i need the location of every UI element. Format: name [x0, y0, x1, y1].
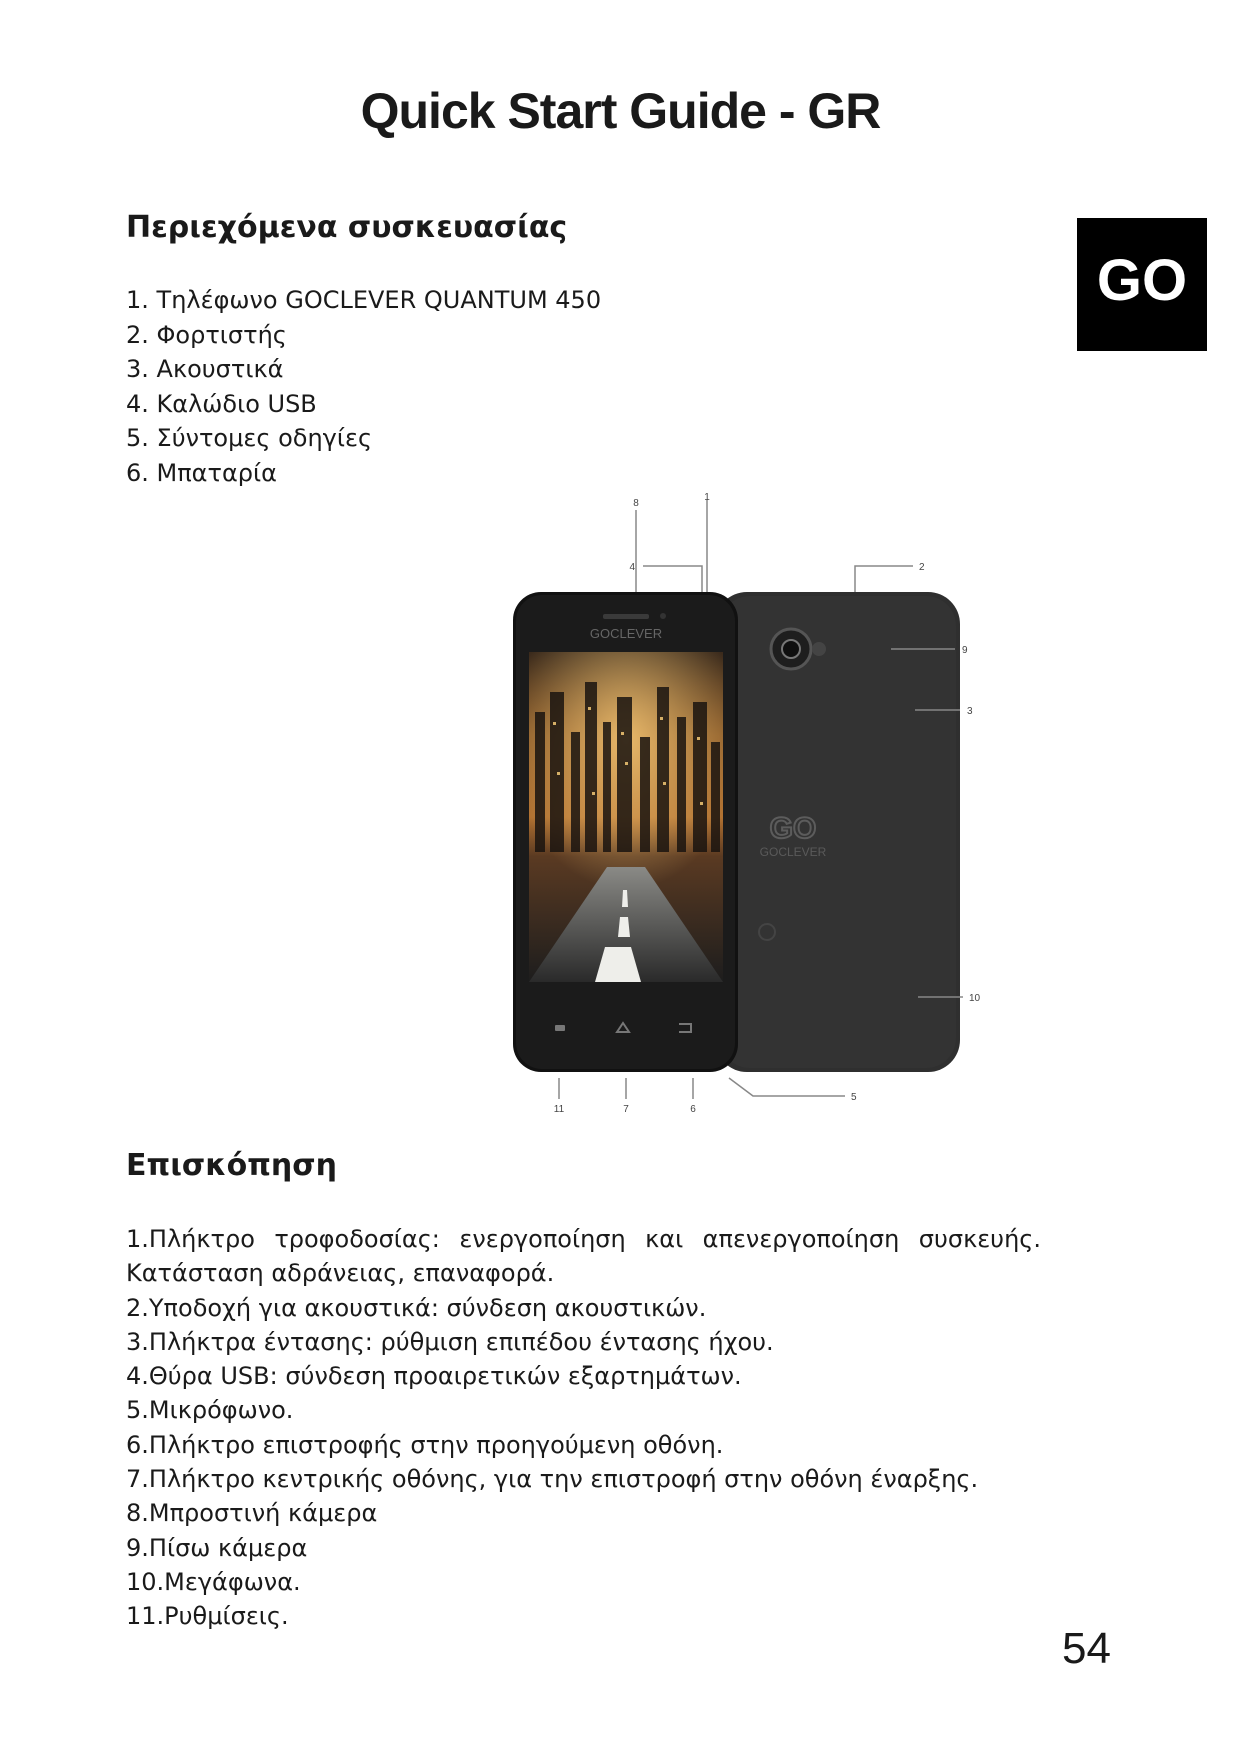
list-item: 3.Πλήκτρα έντασης: ρύθμιση επιπέδου έντασης ήχου. [126, 1327, 774, 1356]
list-item: Κατάσταση αδράνειας, επαναφορά. [126, 1259, 555, 1288]
front-camera [660, 613, 666, 619]
goclever-logo [1077, 218, 1207, 351]
callout-label: 3 [967, 706, 973, 717]
overview-list [126, 1222, 1041, 1634]
list-item: 1. Τηλέφωνο GOCLEVER QUANTUM 450 [126, 286, 602, 314]
svg-text:GO: GO [769, 812, 817, 845]
callout-label: 8 [633, 498, 639, 509]
logo-text: GO [1096, 248, 1188, 313]
contents-list [126, 283, 601, 490]
phone-diagram [395, 492, 1055, 1142]
back-brand: GOCLEVER [759, 845, 827, 859]
list-item: 10.Μεγάφωνα. [126, 1567, 301, 1596]
list-item: 4.Θύρα USB: σύνδεση προαιρετικών εξαρτημάτων. [126, 1362, 742, 1391]
callout-label: 11 [553, 1104, 565, 1115]
list-item: 1.Πλήκτρο τροφοδοσίας: ενεργοποίηση και απενεργοποίηση συσκευής. [126, 1225, 1041, 1253]
overview-heading: Επισκόπηση [126, 1148, 338, 1183]
page-title: Quick Start Guide - GR [360, 83, 881, 139]
callout-label: 5 [851, 1092, 857, 1103]
callout-label: 9 [962, 645, 968, 656]
list-item: 9.Πίσω κάμερα [126, 1533, 308, 1562]
page-number: 54 [1062, 1624, 1111, 1673]
list-item: 2. Φορτιστής [126, 320, 287, 349]
list-item: 11.Ρυθμίσεις. [126, 1602, 289, 1631]
contents-heading: Περιεχόμενα συσκευασίας [126, 210, 568, 245]
list-item: 5.Μικρόφωνο. [126, 1396, 294, 1425]
callout-label: 10 [969, 993, 981, 1004]
callout-label: 2 [919, 562, 925, 573]
list-item: 7.Πλήκτρο κεντρικής οθόνης, για την επιστροφή στην οθόνη έναρξης. [126, 1465, 979, 1494]
callout-label: 1 [704, 492, 710, 503]
list-item: 8.Μπροστινή κάμερα [126, 1499, 378, 1528]
menu-key-icon [555, 1025, 565, 1031]
callout-label: 7 [623, 1104, 629, 1115]
front-brand: GOCLEVER [589, 626, 663, 641]
list-item: 6. Μπαταρία [126, 458, 277, 487]
callout-label: 4 [629, 562, 635, 573]
earpiece [603, 614, 649, 619]
callout-label: 6 [690, 1104, 696, 1115]
list-item: 4. Καλώδιο USB [126, 389, 317, 418]
list-item: 5. Σύντομες οδηγίες [126, 424, 373, 452]
list-item: 6.Πλήκτρο επιστροφής στην προηγούμενη οθόνη. [126, 1430, 724, 1459]
list-item: 3. Ακουστικά [126, 355, 284, 383]
list-item: 2.Υποδοχή για ακουστικά: σύνδεση ακουστικών. [126, 1293, 707, 1322]
